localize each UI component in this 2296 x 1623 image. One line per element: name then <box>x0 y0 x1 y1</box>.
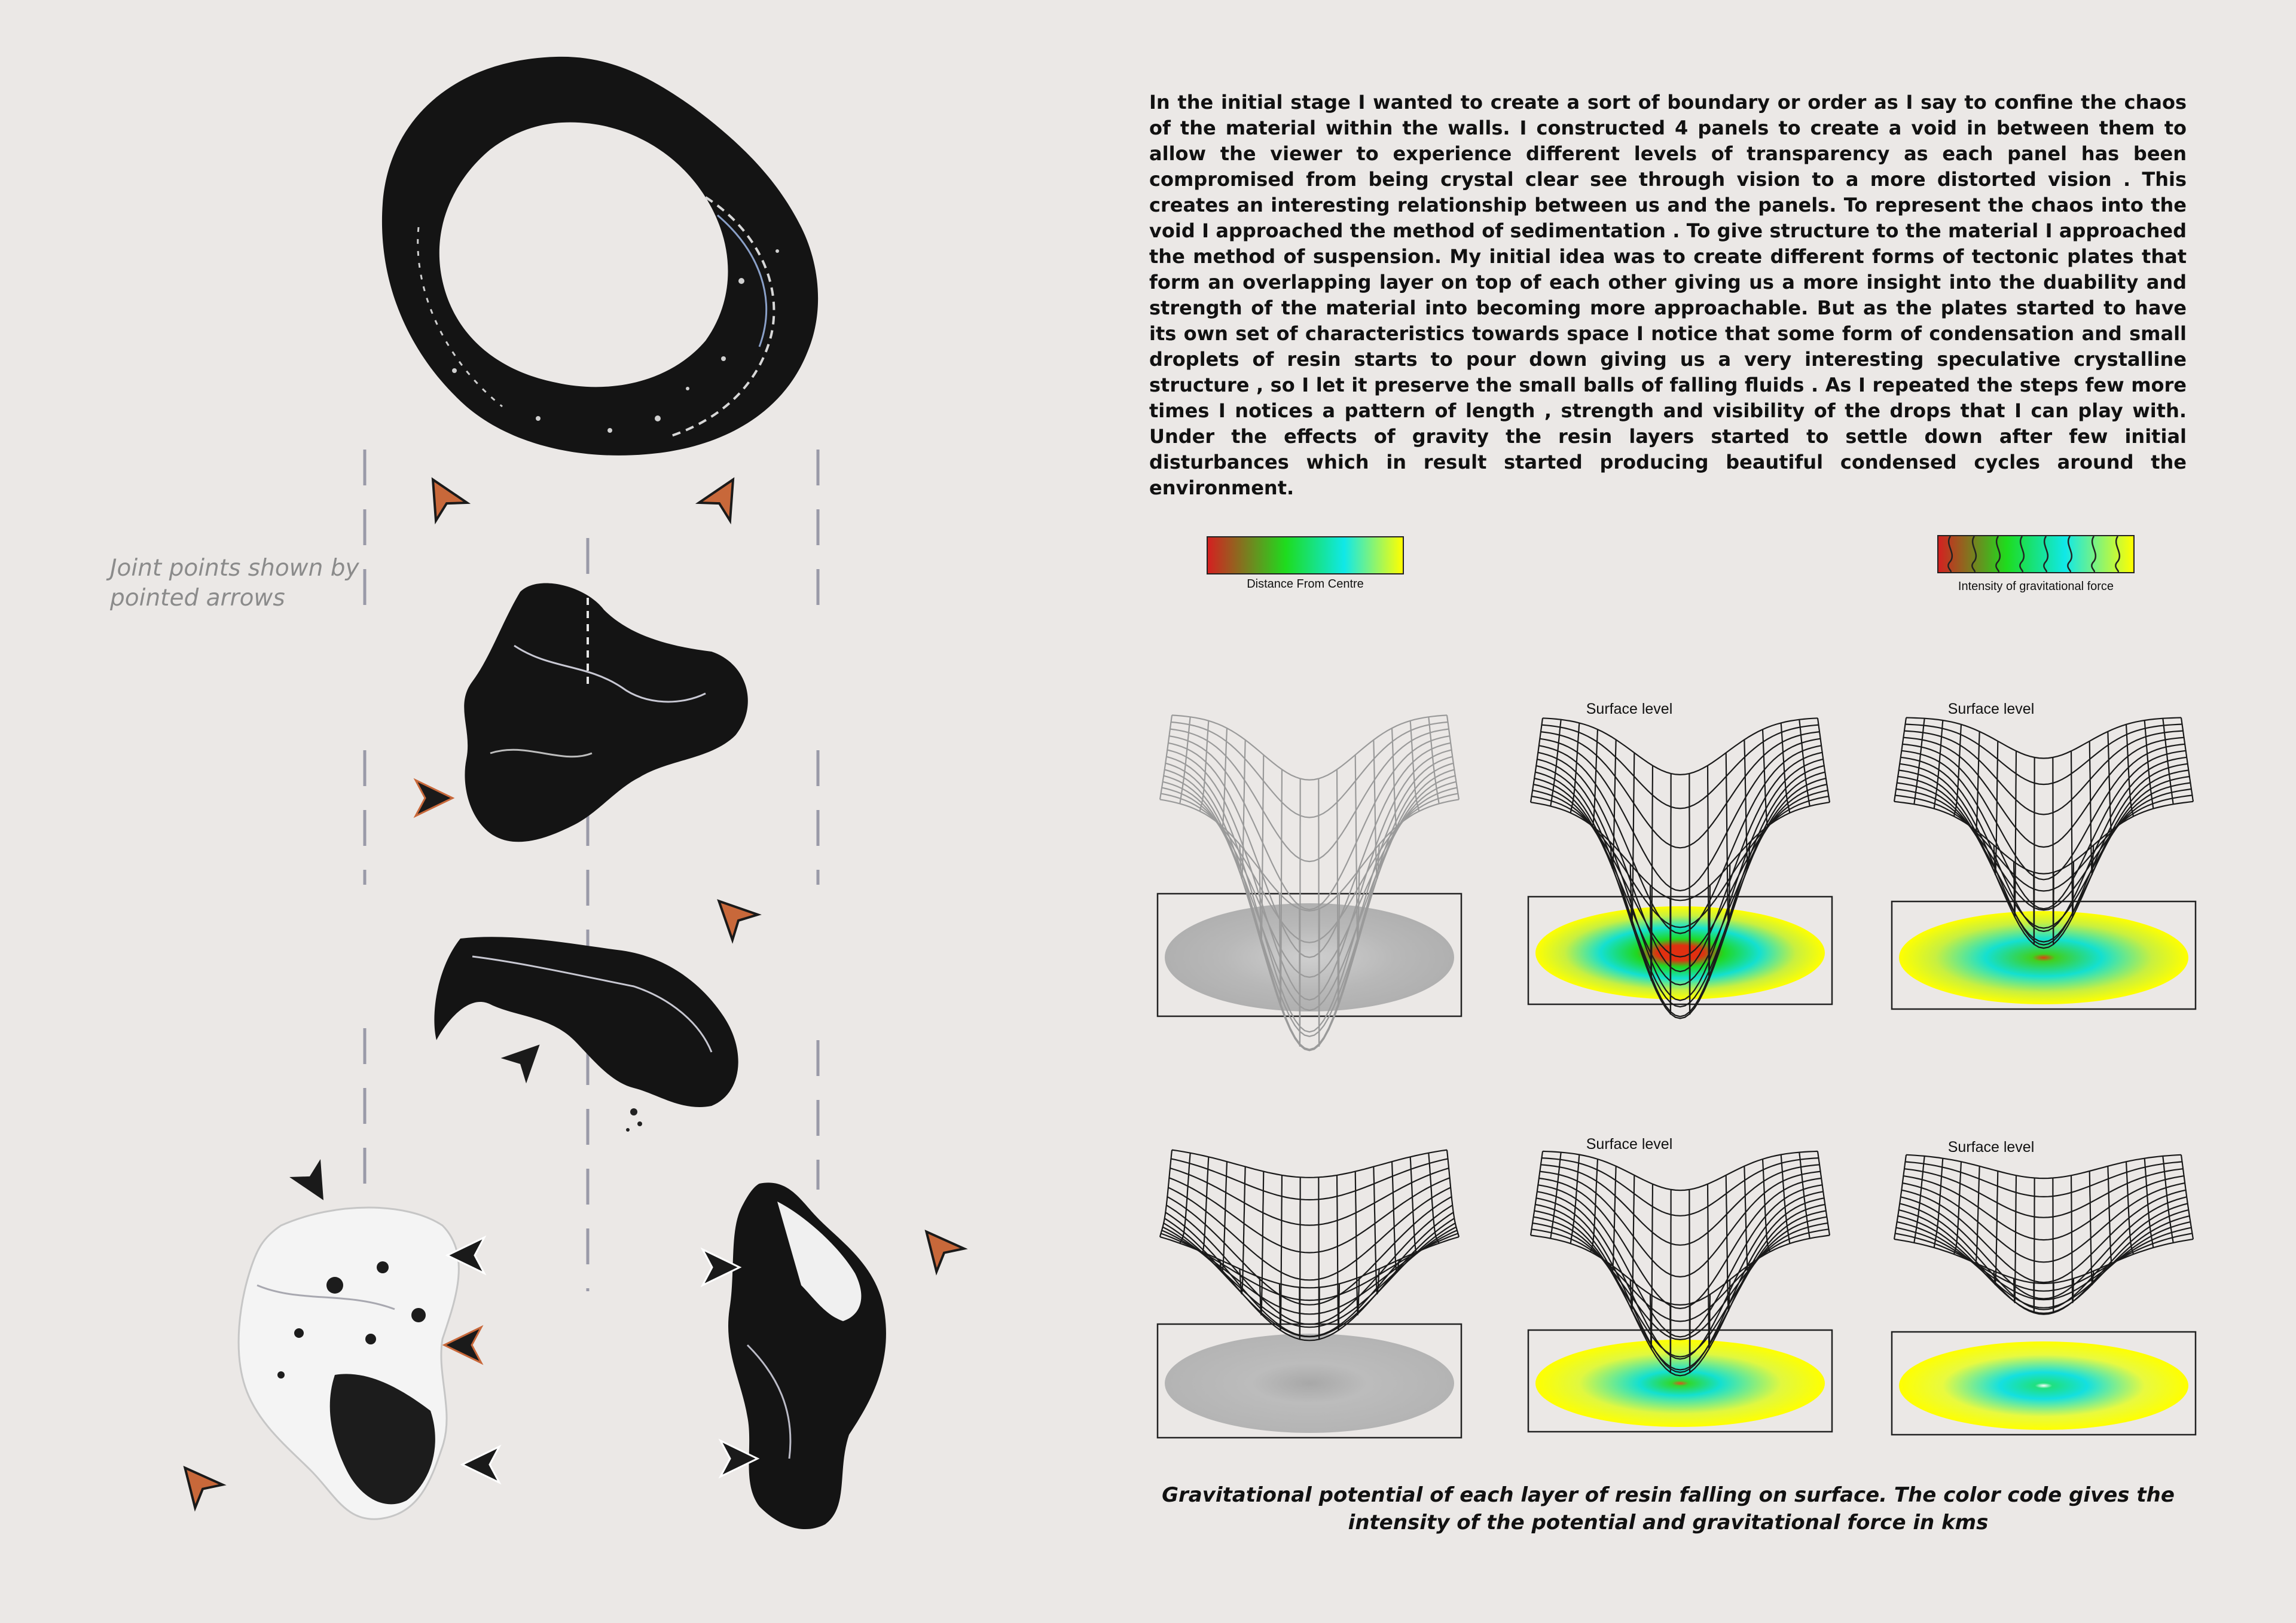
surface-label-2: Surface level <box>1947 701 2035 717</box>
joint-points-note: Joint points shown by pointed arrows <box>110 555 359 612</box>
surface-label-1: Surface level <box>1586 701 1673 717</box>
mesh-panel-top-color-1 <box>1528 718 1832 1018</box>
mesh-panel-bottom-color-1 <box>1528 1151 1832 1432</box>
figure-caption: Gravitational potential of each layer of resin falling on surface. The color code gives the intensity of the potential and gravitational force in kms <box>1162 1483 2175 1535</box>
mesh-panel-bottom-color-2 <box>1892 1155 2196 1435</box>
surface-label-3: Surface level <box>1586 1136 1673 1153</box>
gravity-legend-label: Intensity of gravitational force <box>1958 580 2114 593</box>
surface-label-4: Surface level <box>1947 1139 2035 1156</box>
intro-paragraph: In the initial stage I wanted to create a sort of boundary or order as I say to confine the chaos of the material within the walls. I constructed 4 panels to create a void in between them to allow the viewer to experience different levels of transparency as each panel has been compromised from being crystal clear see through vision to a more distorted vision . This creates an interesting relationship between us and the panels. To represent the chaos into the void I approached the method of sedimentation . To give structure to the material I approached the method of suspension. My initial idea was to create different forms of tectonic plates that form an overlapping layer on top of each other giving us a more insight into the duability and strength of the material into becoming more approachable. But as the plates started to have its own set of characteristics towards space I notice that some form of condensation and small droplets of resin starts to pour down giving us a very interesting speculative crystalline structure , so I let it preserve the small balls of falling fluids . As I repeated the steps few more times I notices a pattern of length , strength and visibility of the drops that I can play with. Under the effects of gravity the resin layers started to settle down after few initial disturbances which in result started producing beautiful condensed cycles around the environment. <box>1149 91 2187 499</box>
mesh-panel-bottom-gray <box>1158 1150 1461 1438</box>
distance-legend-label: Distance From Centre <box>1247 577 1364 591</box>
mesh-panel-top-color-2 <box>1892 718 2196 1010</box>
mesh-panel-top-gray <box>1158 715 1461 1050</box>
